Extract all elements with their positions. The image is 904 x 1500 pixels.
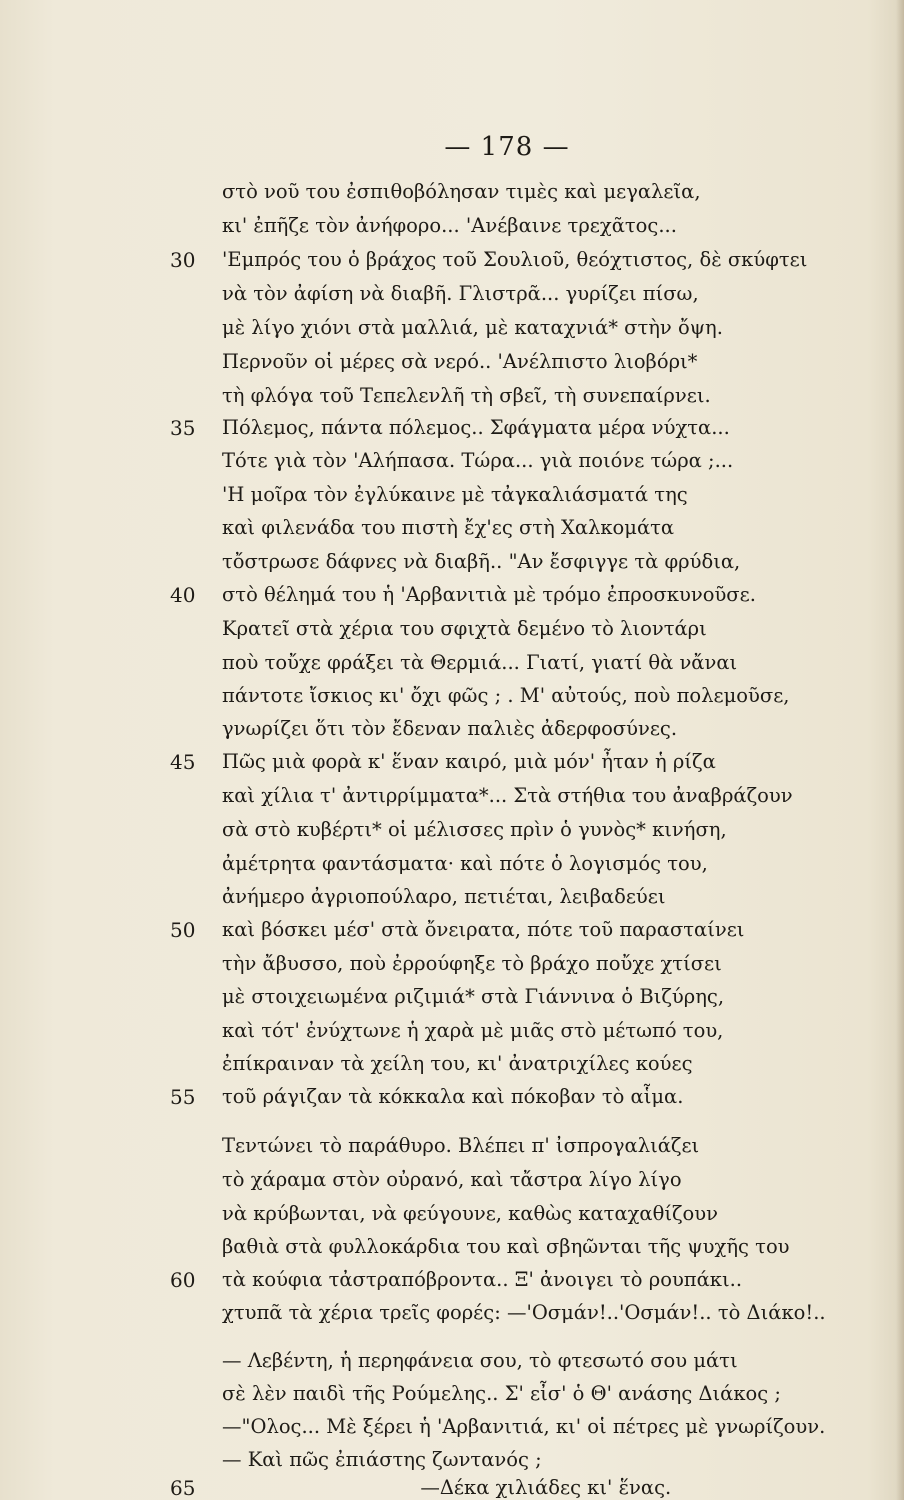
verse-line: 'Η μοῖρα τὸν ἐγλύκαινε μὲ τἀγκαλιάσματά της — [222, 483, 688, 506]
verse-line: γνωρίζει ὅτι τὸν ἔδεναν παλιὲς ἀδερφοσύνες. — [222, 717, 678, 740]
verse-line: τὴ φλόγα τοῦ Τεπελενλῆ τὴ σβεῖ, τὴ συνεπαίρνει. — [222, 384, 711, 407]
verse-line: τὰ κούφια τἀστραπόβροντα.. Ξ' ἀνοιγει τὸ ρουπάκι.. — [222, 1268, 743, 1291]
verse-line: Περνοῦν οἱ μέρες σὰ νερό.. 'Ανέλπιστο λιοβόρι* — [222, 350, 698, 373]
verse-line: σὰ στὸ κυβέρτι* οἱ μέλισσες πρὶν ὁ γυνὸς* κινήση, — [222, 818, 727, 841]
verse-line: Πόλεμος, πάντα πόλεμος.. Σφάγματα μέρα νύχτα... — [222, 416, 730, 439]
verse-line: καὶ βόσκει μέσ' στὰ ὄνειρατα, πότε τοῦ παρασταίνει — [222, 918, 745, 941]
verse-line: πάντοτε ἴσκιος κι' ὄχι φῶς ; . Μ' αὐτούς, ποὺ πολεμοῦσε, — [222, 684, 790, 707]
line-number: 50 — [170, 918, 196, 942]
verse-line: καὶ φιλενάδα του πιστὴ ἔχ'ες στὴ Χαλκομάτα — [222, 516, 675, 539]
line-number: 35 — [170, 416, 196, 440]
line-number: 65 — [170, 1476, 196, 1500]
line-number: 55 — [170, 1085, 196, 1109]
dialogue-line: —"Ολος... Μὲ ξέρει ἡ 'Αρβανιτιά, κι' οἱ πέτρες μὲ γνωρίζουν. — [222, 1415, 826, 1438]
line-number: 45 — [170, 750, 196, 774]
verse-line: 'Εμπρός του ὁ βράχος τοῦ Σουλιοῦ, θεόχτιστος, δὲ σκύφτει — [222, 248, 808, 271]
dialogue-line: — Καὶ πῶς ἐπιάστης ζωντανός ; — [222, 1448, 542, 1471]
line-number: 40 — [170, 583, 196, 607]
verse-line: ἐπίκραιναν τὰ χείλη του, κι' ἀνατριχίλες κούες — [222, 1052, 693, 1075]
verse-line: νὰ τὸν ἀφίση νὰ διαβῆ. Γλιστρᾶ... γυρίζει πίσω, — [222, 282, 699, 305]
verse-line: τὸ χάραμα στὸν οὐρανό, καὶ τἄστρα λίγο λίγο — [222, 1168, 682, 1191]
verse-line: ἀμέτρητα φαντάσματα· καὶ πότε ὁ λογισμός του, — [222, 852, 708, 875]
verse-line: ποὺ τοὔχε φράξει τὰ Θερμιά... Γιατί, γιατί θὰ νἄναι — [222, 651, 738, 674]
verse-line: στὸ θέλημά του ἡ 'Αρβανιτιὰ μὲ τρόμο ἐπροσκυνοῦσε. — [222, 583, 756, 606]
dialogue-line: — Λεβέντη, ἡ περηφάνεια σου, τὸ φτεσωτό σου μάτι — [222, 1349, 738, 1372]
verse-line: μὲ στοιχειωμένα ριζιμιά* στὰ Γιάννινα ὁ Βιζύρης, — [222, 985, 725, 1008]
verse-line: τοῦ ράγιζαν τὰ κόκκαλα καὶ πόκοβαν τὸ αἷμα. — [222, 1085, 684, 1108]
verse-line: τὄστρωσε δάφνες νὰ διαβῆ.. "Αν ἔσφιγγε τὰ φρύδια, — [222, 550, 741, 573]
verse-line: καὶ χίλια τ' ἀντιρρίμματα*... Στὰ στήθια του ἀναβράζουν — [222, 784, 793, 807]
verse-line: στὸ νοῦ του ἐσπιθοβόλησαν τιμὲς καὶ μεγαλεῖα, — [222, 180, 701, 203]
page-edge-shadow — [896, 0, 904, 1500]
verse-line: Τότε γιὰ τὸν 'Αλήπασα. Τώρα... γιὰ ποιόνε τώρα ;... — [222, 449, 734, 472]
verse-line: βαθιὰ στὰ φυλλοκάρδια του καὶ σβηῶνται τῆς ψυχῆς του — [222, 1235, 790, 1258]
verse-line: Τεντώνει τὸ παράθυρο. Βλέπει π' ἰσπρογαλιάζει — [222, 1134, 700, 1157]
dialogue-line: —Δέκα χιλιάδες κι' ἕνας. — [222, 1476, 672, 1499]
dialogue-line: σὲ λὲν παιδὶ τῆς Ρούμελης.. Σ' εἶσ' ὁ Θ' ανάσης Διάκος ; — [222, 1382, 781, 1405]
verse-line: κι' ἐπῆζε τὸν ἀνήφορο... 'Ανέβαινε τρεχᾶτος... — [222, 214, 677, 237]
verse-line: χτυπᾶ τὰ χέρια τρεῖς φορές: —'Οσμάν!..'Οσμάν!.. τὸ Διάκο!.. — [222, 1301, 826, 1324]
verse-line: μὲ λίγο χιόνι στὰ μαλλιά, μὲ καταχνιά* στὴν ὄψη. — [222, 316, 723, 339]
line-number: 30 — [170, 248, 196, 272]
verse-line: καὶ τότ' ἐνύχτωνε ἡ χαρὰ μὲ μιᾶς στὸ μέτωπό του, — [222, 1019, 724, 1042]
verse-line: νὰ κρύβωνται, νὰ φεύγουνε, καθὼς καταχαθίζουν — [222, 1202, 719, 1225]
page-number: — 178 — — [444, 132, 570, 162]
verse-line: ἀνήμερο ἀγριοπούλαρο, πετιέται, λειβαδεύει — [222, 885, 666, 908]
line-number: 60 — [170, 1268, 196, 1292]
verse-line: Κρατεῖ στὰ χέρια του σφιχτὰ δεμένο τὸ λιοντάρι — [222, 617, 707, 640]
verse-line: τὴν ἄβυσσο, ποὺ ἐρρούφηξε τὸ βράχο ποὔχε χτίσει — [222, 952, 722, 975]
verse-line: Πῶς μιὰ φορὰ κ' ἕναν καιρό, μιὰ μόν' ἦταν ἡ ρίζα — [222, 750, 716, 773]
